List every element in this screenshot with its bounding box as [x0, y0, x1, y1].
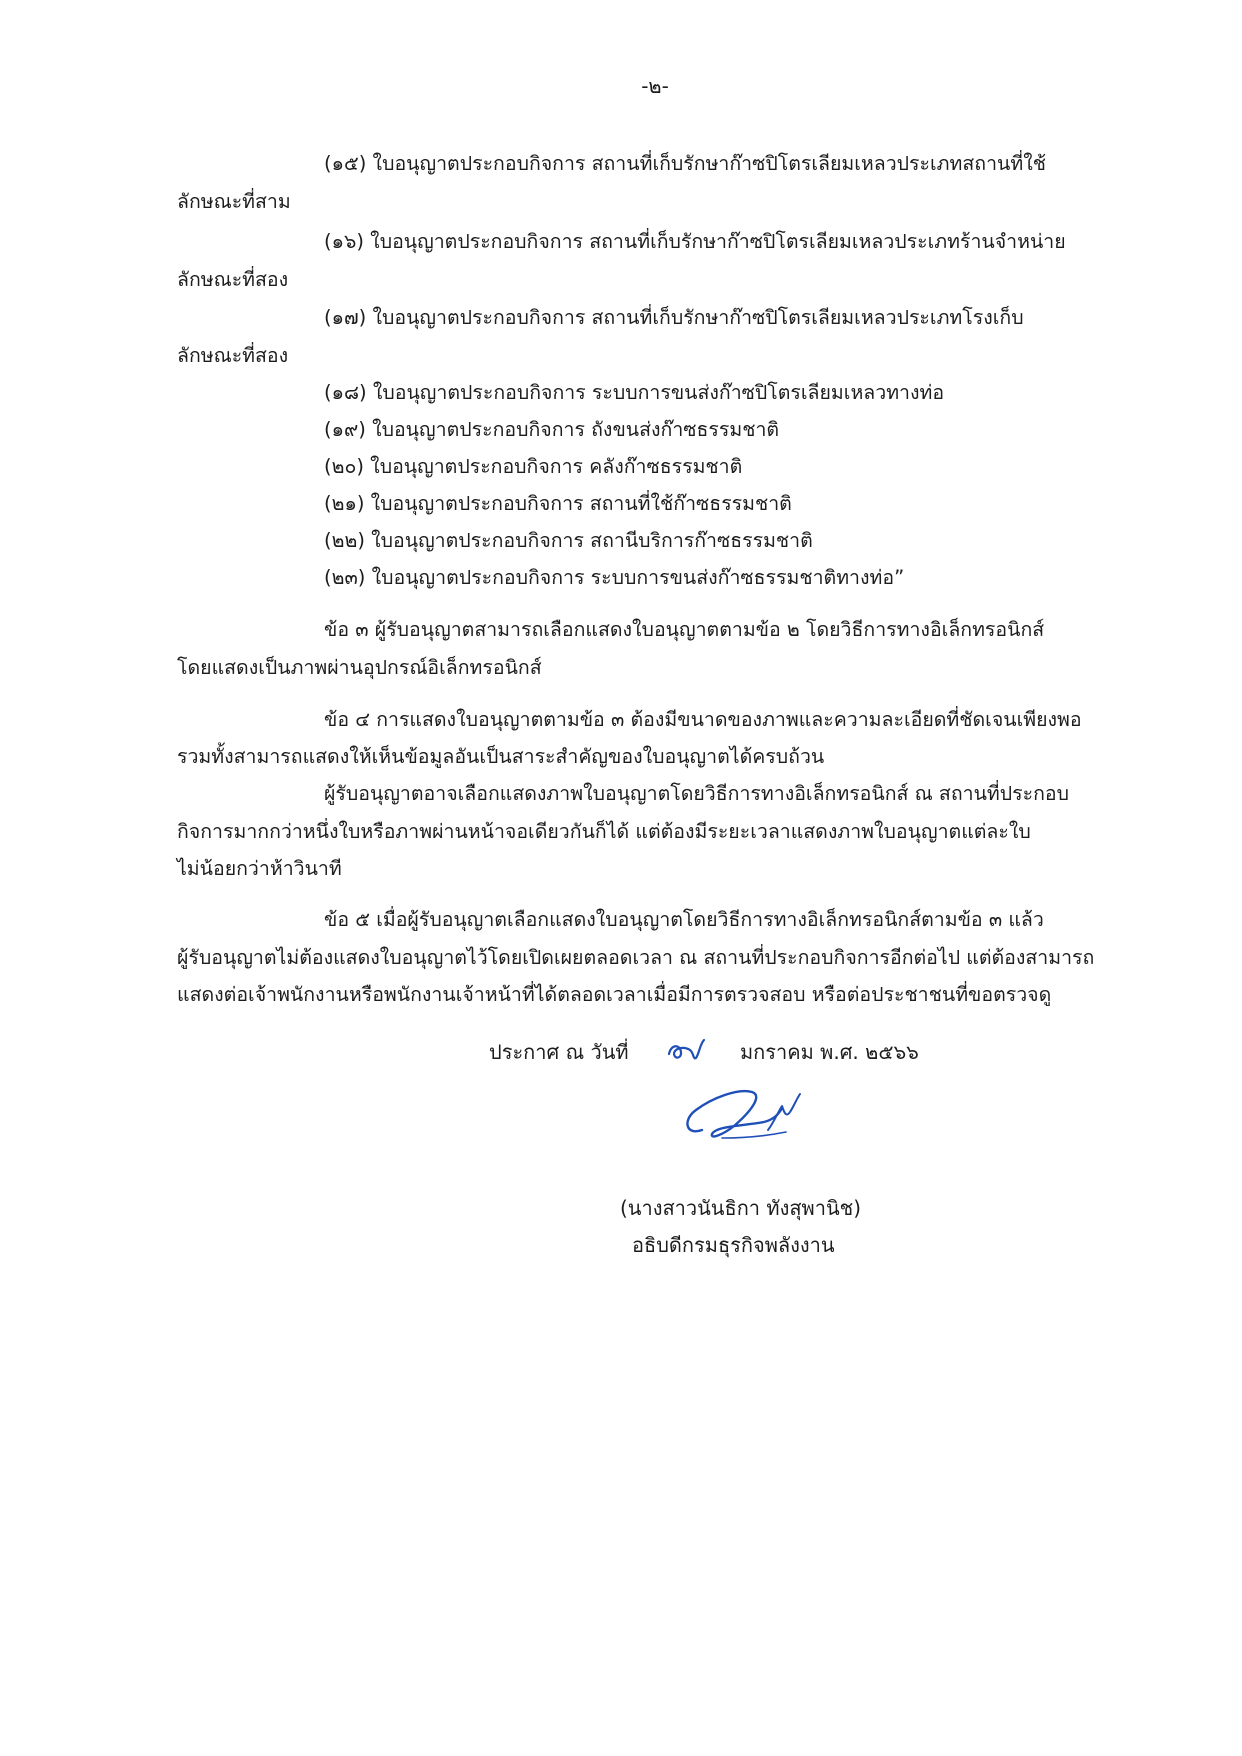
signatory-name: (นางสาวนันธิกา ทังสุพานิช) [620, 1196, 862, 1220]
item-15-line-2: ลักษณะที่สาม [177, 190, 291, 213]
item-22: (๒๒) ใบอนุญาตประกอบกิจการ สถานีบริการก๊าซธรรมชาติ [324, 529, 813, 552]
clause-4-line-1: ข้อ ๔ การแสดงใบอนุญาตตามข้อ ๓ ต้องมีขนาดของภาพและความละเอียดที่ชัดเจนเพียงพอ [324, 708, 1082, 731]
page-number: -๒- [641, 74, 669, 98]
item-16-line-1: (๑๖) ใบอนุญาตประกอบกิจการ สถานที่เก็บรักษาก๊าซปิโตรเลียมเหลวประเภทร้านจำหน่าย [324, 230, 1066, 253]
item-19: (๑๙) ใบอนุญาตประกอบกิจการ ถังขนส่งก๊าซธรรมชาติ [324, 418, 780, 441]
signature-image [682, 1082, 804, 1144]
clause-3-line-1: ข้อ ๓ ผู้รับอนุญาตสามารถเลือกแสดงใบอนุญาตตามข้อ ๒ โดยวิธีการทางอิเล็กทรอนิกส์ [324, 618, 1045, 641]
announcement-date: มกราคม พ.ศ. ๒๕๖๖ [740, 1040, 919, 1064]
clause-4-line-2: รวมทั้งสามารถแสดงให้เห็นข้อมูลอันเป็นสาระสำคัญของใบอนุญาตได้ครบถ้วน [177, 745, 825, 768]
item-17-line-2: ลักษณะที่สอง [177, 344, 289, 367]
item-16-line-2: ลักษณะที่สอง [177, 268, 289, 291]
item-17-line-1: (๑๗) ใบอนุญาตประกอบกิจการ สถานที่เก็บรักษาก๊าซปิโตรเลียมเหลวประเภทโรงเก็บ [324, 306, 1024, 329]
item-21: (๒๑) ใบอนุญาตประกอบกิจการ สถานที่ใช้ก๊าซธรรมชาติ [324, 492, 792, 515]
handwritten-day-mark [666, 1036, 706, 1066]
announcement-prefix: ประกาศ ณ วันที่ [489, 1040, 629, 1064]
signatory-position: อธิบดีกรมธุรกิจพลังงาน [632, 1233, 835, 1257]
item-20: (๒๐) ใบอนุญาตประกอบกิจการ คลังก๊าซธรรมชาติ [324, 455, 743, 478]
clause-5-line-2: ผู้รับอนุญาตไม่ต้องแสดงใบอนุญาตไว้โดยเปิดเผยตลอดเวลา ณ สถานที่ประกอบกิจการอีกต่อไป แต่ต้องสามารถ [177, 946, 1095, 969]
clause-4-para-2-line-3: ไม่น้อยกว่าห้าวินาที [177, 857, 342, 880]
item-18: (๑๘) ใบอนุญาตประกอบกิจการ ระบบการขนส่งก๊าซปิโตรเลียมเหลวทางท่อ [324, 381, 945, 404]
clause-5-line-3: แสดงต่อเจ้าพนักงานหรือพนักงานเจ้าหน้าที่ได้ตลอดเวลาเมื่อมีการตรวจสอบ หรือต่อประชาชนที่ขอตรวจดู [177, 983, 1052, 1006]
clause-3-line-2: โดยแสดงเป็นภาพผ่านอุปกรณ์อิเล็กทรอนิกส์ [177, 656, 542, 679]
clause-5-line-1: ข้อ ๕ เมื่อผู้รับอนุญาตเลือกแสดงใบอนุญาตโดยวิธีการทางอิเล็กทรอนิกส์ตามข้อ ๓ แล้ว [324, 908, 1044, 931]
item-23: (๒๓) ใบอนุญาตประกอบกิจการ ระบบการขนส่งก๊าซธรรมชาติทางท่อ” [324, 566, 905, 589]
item-15-line-1: (๑๕) ใบอนุญาตประกอบกิจการ สถานที่เก็บรักษาก๊าซปิโตรเลียมเหลวประเภทสถานที่ใช้ [324, 152, 1046, 175]
clause-4-para-2-line-2: กิจการมากกว่าหนึ่งใบหรือภาพผ่านหน้าจอเดียวกันก็ได้ แต่ต้องมีระยะเวลาแสดงภาพใบอนุญาตแต่ละใบ [177, 820, 1031, 843]
clause-4-para-2-line-1: ผู้รับอนุญาตอาจเลือกแสดงภาพใบอนุญาตโดยวิธีการทางอิเล็กทรอนิกส์ ณ สถานที่ประกอบ [324, 782, 1069, 805]
